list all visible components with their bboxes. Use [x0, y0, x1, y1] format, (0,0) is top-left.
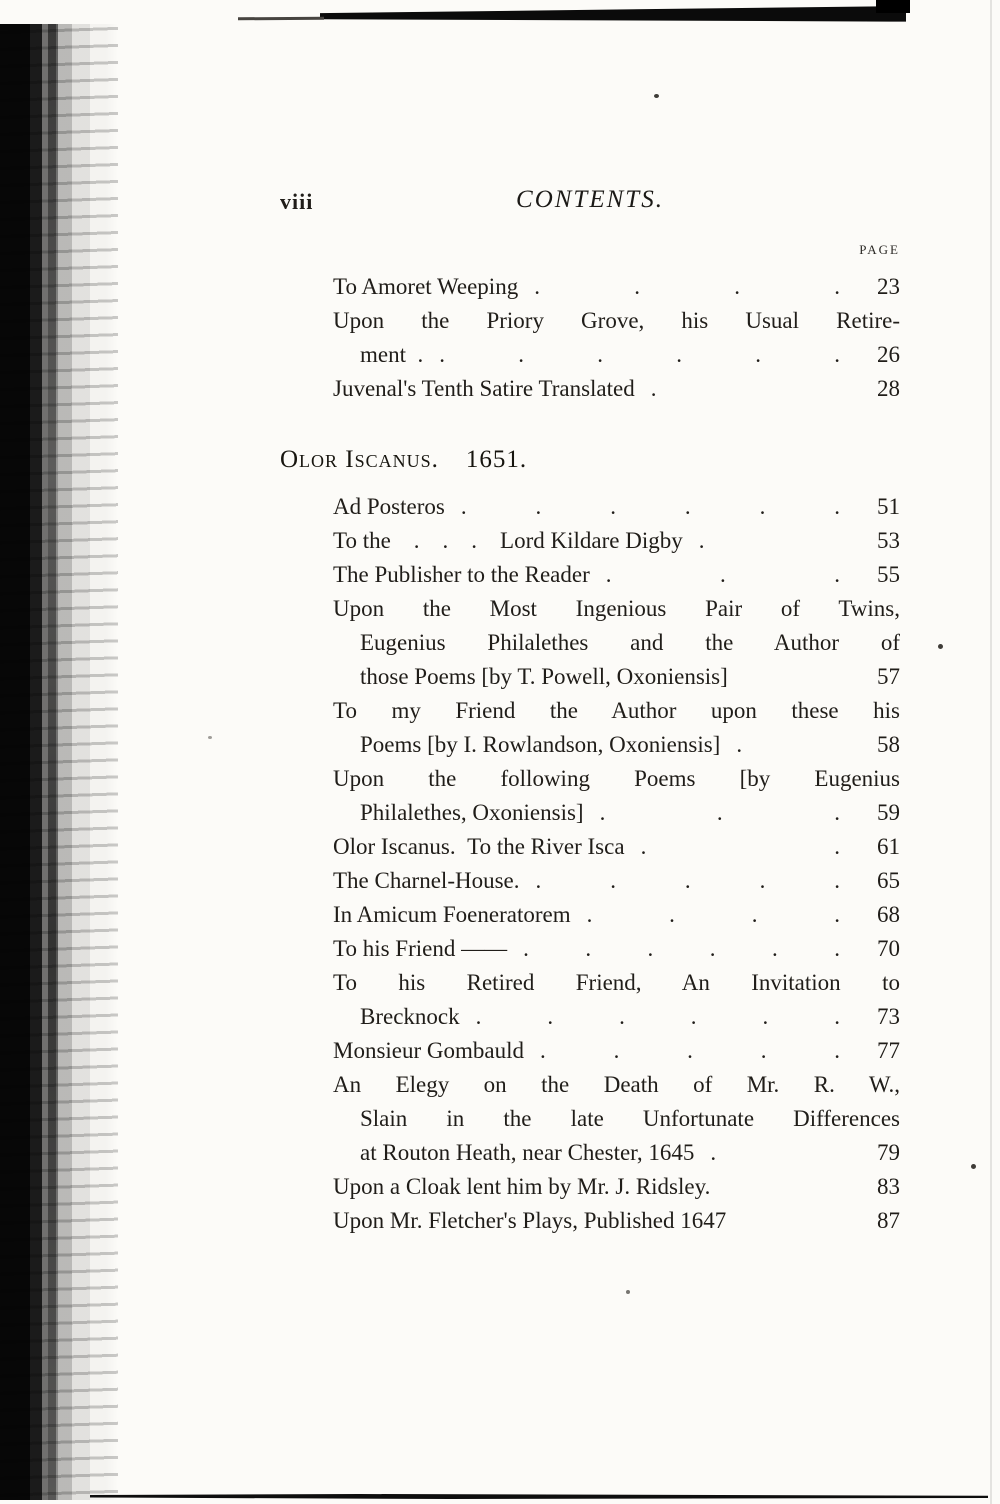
- entry-title: Poems [by I. Rowlandson, Oxoniensis]: [360, 732, 721, 757]
- toc-entry-line: [280, 626, 900, 660]
- masthead: [280, 186, 900, 218]
- entry-page-number: 70: [877, 936, 900, 961]
- entry-page-number: 79: [877, 1140, 900, 1165]
- entry-page-number: 28: [877, 376, 900, 401]
- entry-title: Upon a Cloak lent him by Mr. J. Ridsley.: [333, 1174, 711, 1199]
- dot-leaders: . .: [640, 834, 840, 859]
- entry-title: at Routon Heath, near Chester, 1645: [360, 1140, 695, 1165]
- section-heading: Olor Iscanus. 1651.: [280, 446, 528, 473]
- entry-page-number: 58: [877, 732, 900, 757]
- toc-entry-line: [280, 966, 900, 1000]
- toc-entry-line: [280, 270, 900, 304]
- toc-entry-line: [280, 1102, 900, 1136]
- entry-title: To his Retired Friend, An Invitation to: [333, 970, 900, 995]
- scan-right-edge-line: [990, 0, 992, 1504]
- toc-entry-line: [280, 762, 900, 796]
- dot-leaders: . . . .: [586, 902, 840, 927]
- entry-title: To Amoret Weeping: [333, 274, 519, 299]
- dot-leaders: . . . . . .: [439, 342, 840, 367]
- entry-title: Upon the Priory Grove, his Usual Retire-: [333, 308, 900, 333]
- toc-entry-line: [280, 830, 900, 864]
- scan-top-bar-tail: [238, 17, 324, 21]
- dot-leaders: [728, 660, 854, 694]
- toc-entry-line: [280, 898, 900, 932]
- entry-title: ment .: [360, 342, 424, 367]
- entry-title: those Poems [by T. Powell, Oxoniensis]: [360, 664, 728, 689]
- toc-entry-line: [280, 1034, 900, 1068]
- toc-entry-line: [280, 1204, 900, 1238]
- entry-title: Slain in the late Unfortunate Differences: [360, 1106, 900, 1131]
- toc-entry-line: [280, 338, 900, 372]
- entry-title: To my Friend the Author upon these his: [333, 698, 900, 723]
- entry-title: An Elegy on the Death of Mr. R. W.,: [333, 1072, 900, 1097]
- dot-leaders: . . . . .: [535, 868, 840, 893]
- entry-page-number: 53: [877, 528, 900, 553]
- scan-top-bar: [320, 6, 906, 23]
- entry-page-number: 55: [877, 562, 900, 587]
- toc-entry-line: [280, 796, 900, 830]
- toc-entry-line: [280, 490, 900, 524]
- entry-title: Upon Mr. Fletcher's Plays, Published 1647: [333, 1208, 727, 1233]
- entry-page-number: 77: [877, 1038, 900, 1063]
- entry-title: Upon the Most Ingenious Pair of Twins,: [333, 596, 900, 621]
- scan-speck: [626, 1290, 630, 1294]
- entry-page-number: 83: [877, 1174, 900, 1199]
- dot-leaders: . . . .: [534, 274, 840, 299]
- dot-leaders: . . .: [605, 562, 840, 587]
- entry-page-number: 61: [877, 834, 900, 859]
- entry-title: Philalethes, Oxoniensis]: [360, 800, 584, 825]
- toc-entry-line: [280, 558, 900, 592]
- entry-page-number: 57: [877, 664, 900, 689]
- entry-title: In Amicum Foeneratorem: [333, 902, 571, 927]
- scan-binding-shadow: [0, 24, 118, 1500]
- entry-title: Olor Iscanus. To the River Isca: [333, 834, 625, 859]
- entry-page-number: 68: [877, 902, 900, 927]
- entry-page-number: 23: [877, 274, 900, 299]
- dot-leaders: . . . . .: [540, 1038, 840, 1063]
- toc-entry-line: [280, 660, 900, 694]
- entry-title: To his Friend ——: [333, 936, 508, 961]
- entry-title: Monsieur Gombauld: [333, 1038, 525, 1063]
- scan-speck: [208, 736, 212, 739]
- entry-title: The Publisher to the Reader: [333, 562, 590, 587]
- dot-leaders: . . . . . .: [475, 1004, 840, 1029]
- dot-leaders: [726, 1204, 854, 1238]
- column-label-page: PAGE: [859, 242, 900, 257]
- toc-entry-line: [280, 304, 900, 338]
- entry-title: To the . . . Lord Kildare Digby: [333, 528, 683, 553]
- toc-entry-line: [280, 1000, 900, 1034]
- toc-entry-line: [280, 1136, 900, 1170]
- toc-entry-line: [280, 1068, 900, 1102]
- scan-speck: [938, 644, 943, 649]
- entry-title: Brecknock: [360, 1004, 460, 1029]
- entry-title: Eugenius Philalethes and the Author of: [360, 630, 900, 655]
- dot-leaders: . . . . . .: [523, 936, 840, 961]
- entry-title: Juvenal's Tenth Satire Translated: [333, 376, 635, 401]
- entry-title: The Charnel-House.: [333, 868, 520, 893]
- toc-entry-line: [280, 372, 900, 406]
- toc-entry-line: [280, 1170, 900, 1204]
- entry-page-number: 59: [877, 800, 900, 825]
- toc-entry-line: [280, 592, 900, 626]
- toc-entry-line: [280, 932, 900, 966]
- scan-top-right-mark: [876, 0, 910, 13]
- entry-title: Upon the following Poems [by Eugenius: [333, 766, 900, 791]
- dot-leaders: .: [698, 528, 705, 553]
- dot-leaders: . . . . . .: [460, 494, 840, 519]
- dot-leaders: .: [710, 1140, 717, 1165]
- page-title: CONTENTS.: [516, 186, 664, 213]
- entry-page-number: 73: [877, 1004, 900, 1029]
- toc-section-olor-iscanus: [280, 490, 900, 1238]
- page-folio: viii: [280, 189, 314, 214]
- dot-leaders: [710, 1170, 854, 1204]
- toc-entry-line: [280, 524, 900, 558]
- entry-page-number: 26: [877, 342, 900, 367]
- toc-entry-line: [280, 694, 900, 728]
- toc-section-previous: [280, 270, 900, 406]
- dot-leaders: . . .: [599, 800, 840, 825]
- entry-title: Ad Posteros: [333, 494, 445, 519]
- entry-page-number: 87: [877, 1208, 900, 1233]
- scan-bottom-line: [90, 1494, 988, 1499]
- scan-speck: [654, 94, 659, 98]
- dot-leaders: .: [650, 376, 657, 401]
- entry-page-number: 65: [877, 868, 900, 893]
- dot-leaders: .: [736, 732, 743, 757]
- scan-speck: [971, 1164, 976, 1169]
- page-content: [280, 186, 900, 1238]
- toc-entry-line: [280, 864, 900, 898]
- toc-entry-line: [280, 728, 900, 762]
- entry-page-number: 51: [877, 494, 900, 519]
